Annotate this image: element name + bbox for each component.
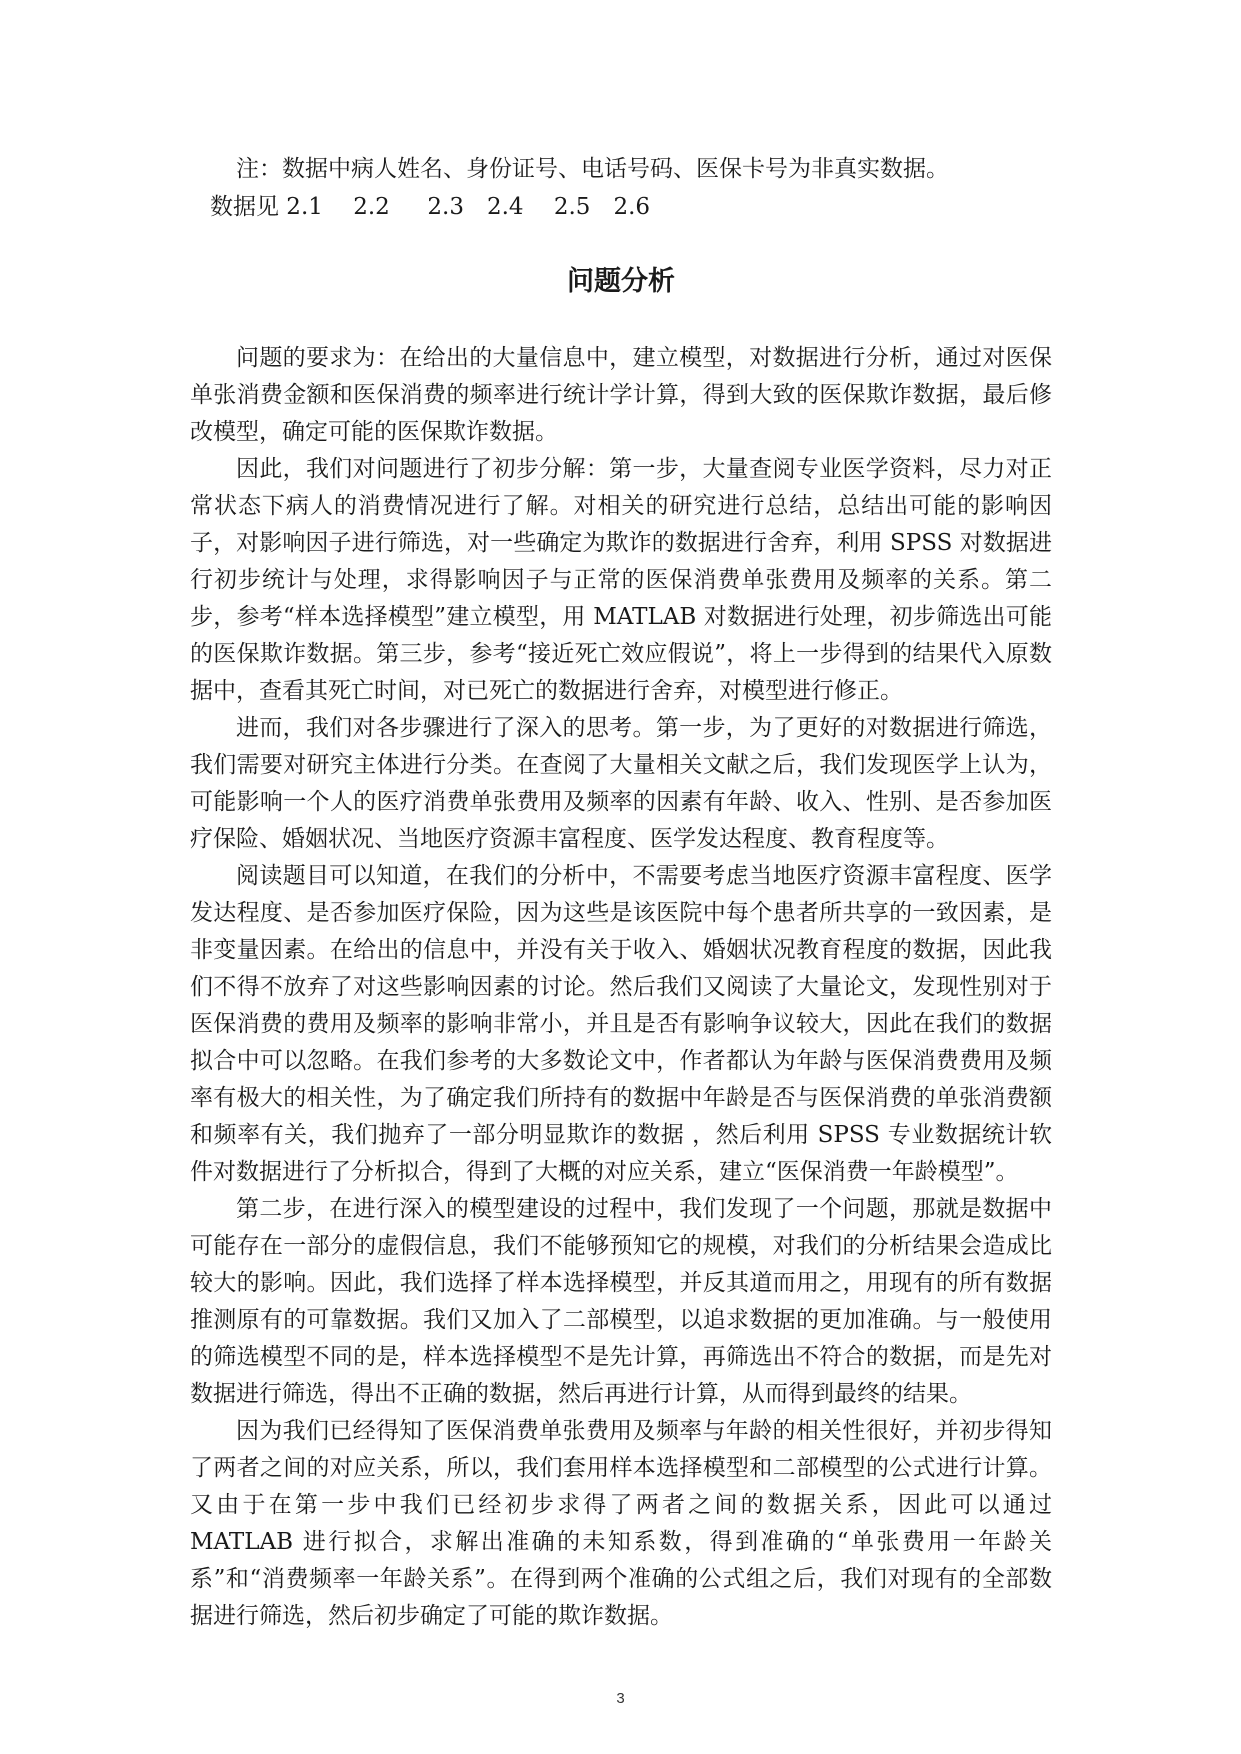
paragraph: 问题的要求为：在给出的大量信息中，建立模型，对数据进行分析，通过对医保单张消费金额和医保消费的频率进行统计学计算，得到大致的医保欺诈数据，最后修改模型，确定可能的医保欺诈数据。 [190, 345, 1052, 445]
section-title: 问题分析 [567, 266, 675, 297]
paragraph: 因为我们已经得知了医保消费单张费用及频率与年龄的相关性很好，并初步得知了两者之间的对应关系，所以，我们套用样本选择模型和二部模型的公式进行计算。又由于在第一步中我们已经初步求得了两者之间的数据关系，因此可以通过 MATLAB 进行拟合，求解出准确的未知系数，得到准确的“单张费用一年龄关系”和“消费频率一年龄关系”。在得到两个准确的公式组之后，我们对现有的全部数据进行筛选，然后初步确定了可能的欺诈数据。 [190, 1418, 1052, 1629]
dataset-references: 数据见 2.1 2.2 2.3 2.4 2.5 2.6 [210, 194, 651, 220]
paragraph: 进而，我们对各步骤进行了深入的思考。第一步，为了更好的对数据进行筛选，我们需要对研究主体进行分类。在查阅了大量相关文献之后，我们发现医学上认为，可能影响一个人的医疗消费单张费用及频率的因素有年龄、收入、性别、是否参加医疗保险、婚姻状况、当地医疗资源丰富程度、医学发达程度、教育程度等。 [190, 715, 1052, 852]
page-content [190, 150, 1052, 1635]
data-note: 注：数据中病人姓名、身份证号、电话号码、医保卡号为非真实数据。 [236, 156, 949, 182]
section-body [190, 340, 1052, 1635]
paragraph: 第二步，在进行深入的模型建设的过程中，我们发现了一个问题，那就是数据中可能存在一部分的虚假信息，我们不能够预知它的规模，对我们的分析结果会造成比较大的影响。因此，我们选择了样本选择模型，并反其道而用之，用现有的所有数据推测原有的可靠数据。我们又加入了二部模型，以追求数据的更加准确。与一般使用的筛选模型不同的是，样本选择模型不是先计算，再筛选出不符合的数据，而是先对数据进行筛选，得出不正确的数据，然后再进行计算，从而得到最终的结果。 [190, 1196, 1052, 1407]
paragraph: 阅读题目可以知道，在我们的分析中，不需要考虑当地医疗资源丰富程度、医学发达程度、是否参加医疗保险，因为这些是该医院中每个患者所共享的一致因素，是非变量因素。在给出的信息中，并没有关于收入、婚姻状况教育程度的数据，因此我们不得不放弃了对这些影响因素的讨论。然后我们又阅读了大量论文，发现性别对于医保消费的费用及频率的影响非常小，并且是否有影响争议较大，因此在我们的数据拟合中可以忽略。在我们参考的大多数论文中，作者都认为年龄与医保消费费用及频率有极大的相关性，为了确定我们所持有的数据中年龄是否与医保消费的单张消费额和频率有关，我们抛弃了一部分明显欺诈的数据 ，然后利用 SPSS 专业数据统计软件对数据进行了分析拟合，得到了大概的对应关系，建立“医保消费一年龄模型”。 [190, 863, 1052, 1185]
paragraph: 因此，我们对问题进行了初步分解：第一步，大量查阅专业医学资料，尽力对正常状态下病人的消费情况进行了解。对相关的研究进行总结，总结出可能的影响因子，对影响因子进行筛选，对一些确定为欺诈的数据进行舍弃，利用 SPSS 对数据进行初步统计与处理，求得影响因子与正常的医保消费单张费用及频率的关系。第二步，参考“样本选择模型”建立模型，用 MATLAB 对数据进行处理，初步筛选出可能的医保欺诈数据。第三步，参考“接近死亡效应假说”，将上一步得到的结果代入原数据中，查看其死亡时间，对已死亡的数据进行舍弃，对模型进行修正。 [190, 456, 1052, 704]
page-number: 3 [616, 1690, 625, 1707]
